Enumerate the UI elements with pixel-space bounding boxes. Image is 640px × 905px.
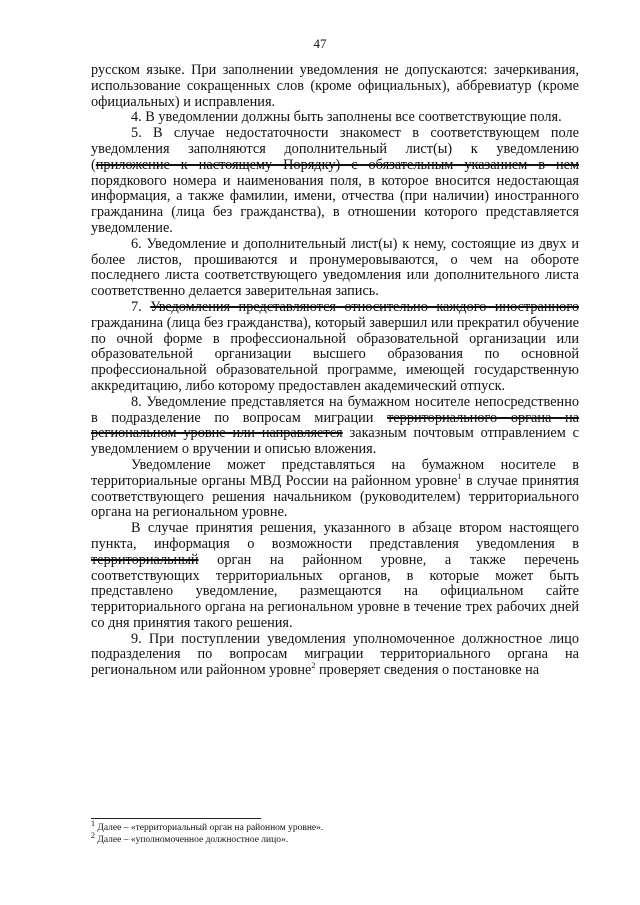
struck-text: территориальный [91,551,199,568]
struck-text: приложение к настоящему Порядку) с обязательным указанием в нем [95,156,579,173]
paragraph-item-8: 8. Уведомление представляется на бумажном носителе непосредственно в подразделение по вопросам миграции территориального органа на региональном уровне или направляется заказным почтовым отправлением с уведомлением о вручении и описью вложения. [91,393,579,458]
paragraph-item-8-third: В случае принятия решения, указанного в абзаце втором настоящего пункта, информация о возможности представления уведомления в территориальный орган на районном уровне, а также перечень соответствующих территориальных органов, в которые может быть представлено уведомление, размещаются на официальном сайте территориального органа на региональном уровне в течение трех рабочих дней со дня принятия такого решения. [91,520,579,631]
page-number: 47 [313,36,327,51]
paragraph-item-4: 4. В уведомлении должны быть заполнены все соответствующие поля. [131,109,562,126]
footnote-2: $^2$ Далее – «уполномоченное должностное лицо». [91,830,289,845]
footnote-1: $^1$ Далее – «территориальный орган на районном уровне». [91,818,324,833]
paragraph-item-8-second: Уведомление может представляться на бумажном носителе в территориальные органы МВД России на районном уровне$^1$ в случае принятия соответствующего решения начальником (руководителем) территориального органа на региональном уровне. [91,456,579,521]
paragraph-item-9: 9. При поступлении уведомления уполномоченное должностное лицо подразделения по вопросам миграции территориального органа на региональном или районном уровне$^2$ проверяет сведения о постановке на [91,630,579,679]
footnote-divider [91,818,261,819]
paragraph-item-6: 6. Уведомление и дополнительный лист(ы) к нему, состоящие из двух и более листов, прошиваются и пронумеровываются, о чем на обороте последнего листа соответствующего уведомления или дополнительного листа соответственно делается заверительная запись. [91,235,579,300]
paragraph-item-5: 5. В случае недостаточности знакомест в соответствующем поле уведомления заполняются дополнительный лист(ы) к уведомлению (приложение к настоящему Порядку) с обязательным указанием в нем порядкового номера и наименования поля, в которое вносится недостающая информация, а также фамилии, имени, отчества (при наличии) иностранного гражданина (лица без гражданства), в отношении которого представляется уведомление. [91,125,579,236]
footnotes [91,818,579,846]
struck-text: Уведомления представляются относительно каждого иностранного [150,298,579,315]
document-body [91,63,579,679]
paragraph-continuation: русском языке. При заполнении уведомления не допускаются: зачеркивания, использование сокращенных слов (кроме официальных), аббревиатур (кроме официальных) и исправления. [91,62,579,110]
footnote-ref-2: 2 [311,661,316,671]
paragraph-item-7: 7. Уведомления представляются относительно каждого иностранного гражданина (лица без гражданства), который завершил или прекратил обучение по очной форме в профессиональной образовательной организации или образовательной организации высшего образования по основной профессиональной образовательной программе, имеющей государственную аккредитацию, либо которому предоставлен академический отпуск. [91,298,579,394]
footnote-ref-1: 1 [457,471,462,481]
struck-text: территориального органа на региональном уровне или направляется [91,409,579,442]
